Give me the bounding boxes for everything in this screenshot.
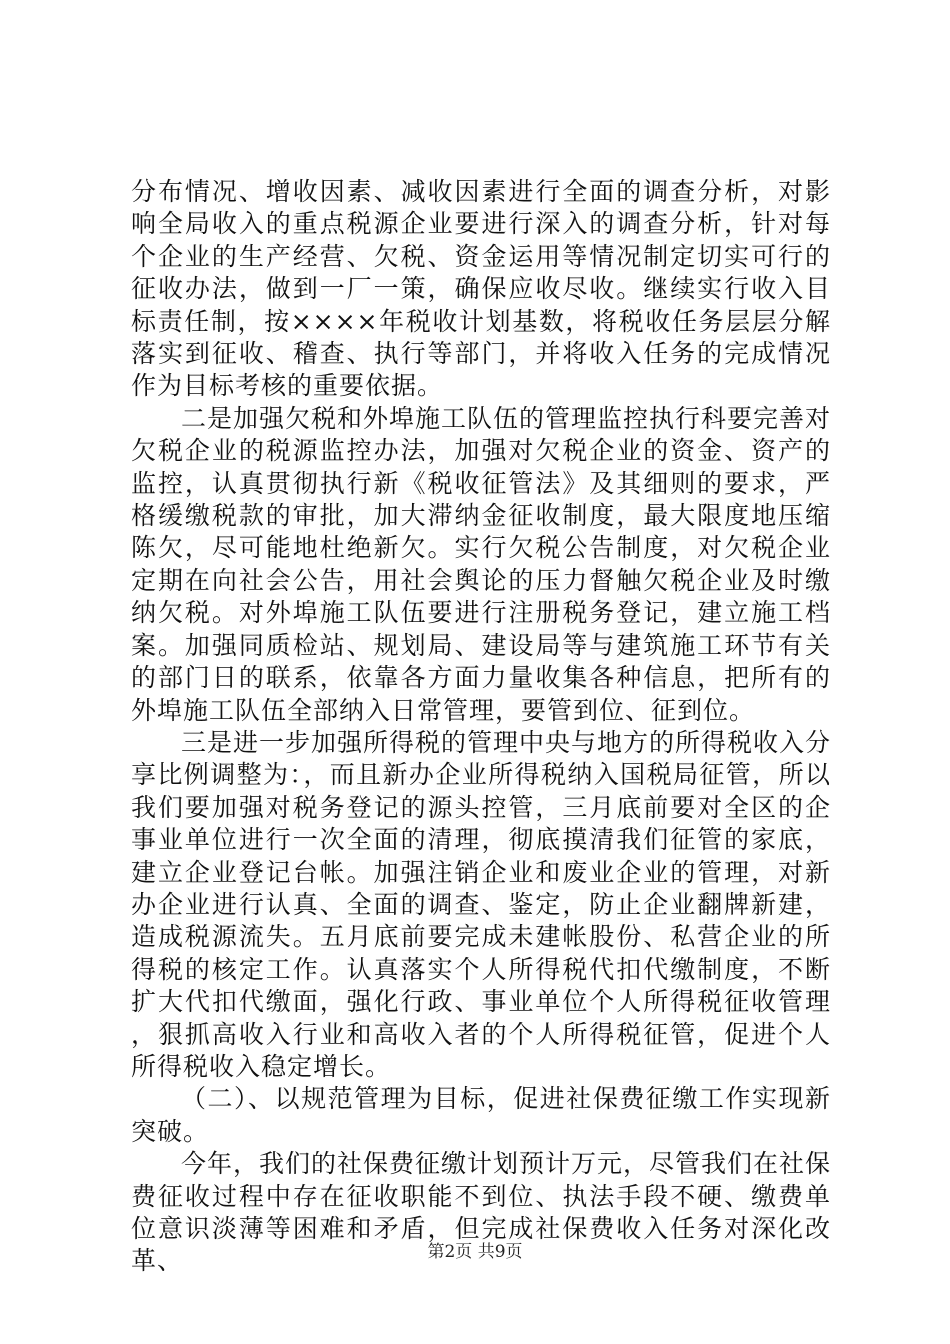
document-body [131, 176, 831, 1278]
paragraph-3: 三是进一步加强所得税的管理中央与地方的所得税收入分享比例调整为：，而且新办企业所得税纳入国税局征管，所以我们要加强对税务登记的源头控管，三月底前要对全区的企事业单位进行一次全面的清理，彻底摸清我们征管的家底，建立企业登记台帐。加强注销企业和废业企业的管理，对新办企业进行认真、全面的调查、鉴定，防止企业翻牌新建，造成税源流失。五月底前要完成未建帐股份、私营企业的所得税的核定工作。认真落实个人所得税代扣代缴制度，不断扩大代扣代缴面，强化行政、事业单位个人所得税征收管理，狠抓高收入行业和高收入者的个人所得税征管，促进个人所得税收入稳定增长。 [131, 727, 832, 1081]
paragraph-2: 二是加强欠税和外埠施工队伍的管理监控执行科要完善对欠税企业的税源监控办法，加强对欠税企业的资金、资产的监控，认真贯彻执行新《税收征管法》及其细则的要求，严格缓缴税款的审批，加大滞纳金征收制度，最大限度地压缩陈欠，尽可能地杜绝新欠。实行欠税公告制度，对欠税企业定期在向社会公告，用社会舆论的压力督触欠税企业及时缴纳欠税。对外埠施工队伍要进行注册税务登记，建立施工档案。加强同质检站、规划局、建设局等与建筑施工环节有关的部门日的联系，依靠各方面力量收集各种信息，把所有的外埠施工队伍全部纳入日常管理，要管到位、征到位。 [131, 403, 832, 725]
paragraph-1: 分布情况、增收因素、减收因素进行全面的调查分析，对影响全局收入的重点税源企业要进行深入的调查分析，针对每个企业的生产经营、欠税、资金运用等情况制定切实可行的征收办法，做到一厂一策，确保应收尽收。继续实行收入目标责任制，按××××年税收计划基数，将税收任务层层分解落实到征收、稽查、执行等部门，并将收入任务的完成情况作为目标考核的重要依据。 [131, 177, 831, 401]
paragraph-5: 今年，我们的社保费征缴计划预计万元，尽管我们在社保费征收过程中存在征收职能不到位、执法手段不硬、缴费单位意识淡薄等困难和矛盾，但完成社保费收入任务对深化改革、 [131, 1149, 832, 1276]
page-footer: 第2页 共9页 [427, 1242, 523, 1262]
paragraph-4: （二）、以规范管理为目标，促进社保费征缴工作实现新突破。 [131, 1084, 831, 1146]
